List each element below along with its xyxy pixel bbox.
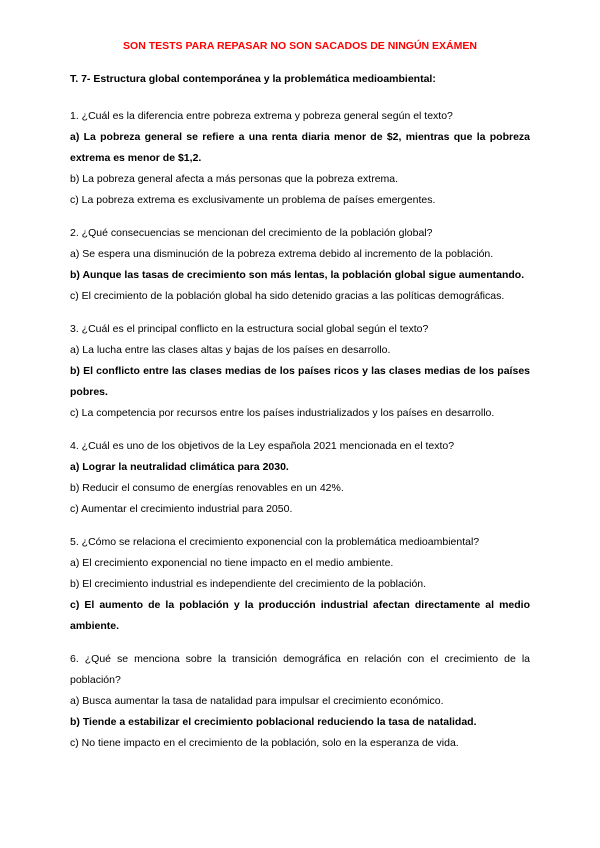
option-correct-answer: a) La pobreza general se refiere a una renta diaria menor de $2, mientras que la pobreza extrema es menor de $1,2. (70, 131, 530, 164)
option-text: c) La competencia por recursos entre los países industrializados y los países en desarrollo. (70, 407, 495, 419)
option-correct-answer: b) El conflicto entre las clases medias de los países ricos y las clases medias de los países pobres. (70, 365, 530, 398)
question-block-3 (70, 319, 530, 424)
question-text: 2. ¿Qué consecuencias se mencionan del crecimiento de la población global? (70, 227, 433, 239)
option-text: c) No tiene impacto en el crecimiento de la población, solo en la esperanza de vida. (70, 737, 459, 749)
option-text: a) Busca aumentar la tasa de natalidad para impulsar el crecimiento económico. (70, 695, 444, 707)
topic-heading: T. 7- Estructura global contemporánea y la problemática medioambiental: (70, 73, 436, 85)
question-block-6 (70, 649, 530, 754)
question-text: 1. ¿Cuál es la diferencia entre pobreza extrema y pobreza general según el texto? (70, 110, 453, 122)
question-text: 5. ¿Cómo se relaciona el crecimiento exponencial con la problemática medioambiental? (70, 536, 480, 548)
question-block-1 (70, 106, 530, 211)
option-correct-answer: c) El aumento de la población y la producción industrial afectan directamente al medio ambiente. (70, 599, 530, 632)
question-block-5 (70, 532, 530, 637)
option-text: a) Se espera una disminución de la pobreza extrema debido al incremento de la población. (70, 248, 494, 260)
option-text: b) Reducir el consumo de energías renovables en un 42%. (70, 482, 344, 494)
option-correct-answer: b) Aunque las tasas de crecimiento son más lentas, la población global sigue aumentando. (70, 269, 525, 281)
notice-banner: SON TESTS PARA REPASAR NO SON SACADOS DE NINGÚN EXÁMEN (123, 40, 477, 52)
questions-list (70, 106, 530, 754)
option-text: b) El crecimiento industrial es independiente del crecimiento de la población. (70, 578, 427, 590)
option-text: c) Aumentar el crecimiento industrial para 2050. (70, 503, 293, 515)
option-text: b) La pobreza general afecta a más personas que la pobreza extrema. (70, 173, 399, 185)
question-text: 3. ¿Cuál es el principal conflicto en la estructura social global según el texto? (70, 323, 429, 335)
question-block-4 (70, 436, 530, 520)
question-text: 6. ¿Qué se menciona sobre la transición demográfica en relación con el crecimiento de la población? (70, 653, 530, 686)
option-text: c) El crecimiento de la población global ha sido detenido gracias a las políticas demográficas. (70, 290, 505, 302)
option-text: a) El crecimiento exponencial no tiene impacto en el medio ambiente. (70, 557, 394, 569)
option-text: c) La pobreza extrema es exclusivamente un problema de países emergentes. (70, 194, 436, 206)
option-correct-answer: a) Lograr la neutralidad climática para 2030. (70, 461, 289, 473)
option-text: a) La lucha entre las clases altas y bajas de los países en desarrollo. (70, 344, 391, 356)
question-text: 4. ¿Cuál es uno de los objetivos de la Ley española 2021 mencionada en el texto? (70, 440, 455, 452)
option-correct-answer: b) Tiende a estabilizar el crecimiento poblacional reduciendo la tasa de natalidad. (70, 716, 477, 728)
question-block-2 (70, 223, 530, 307)
